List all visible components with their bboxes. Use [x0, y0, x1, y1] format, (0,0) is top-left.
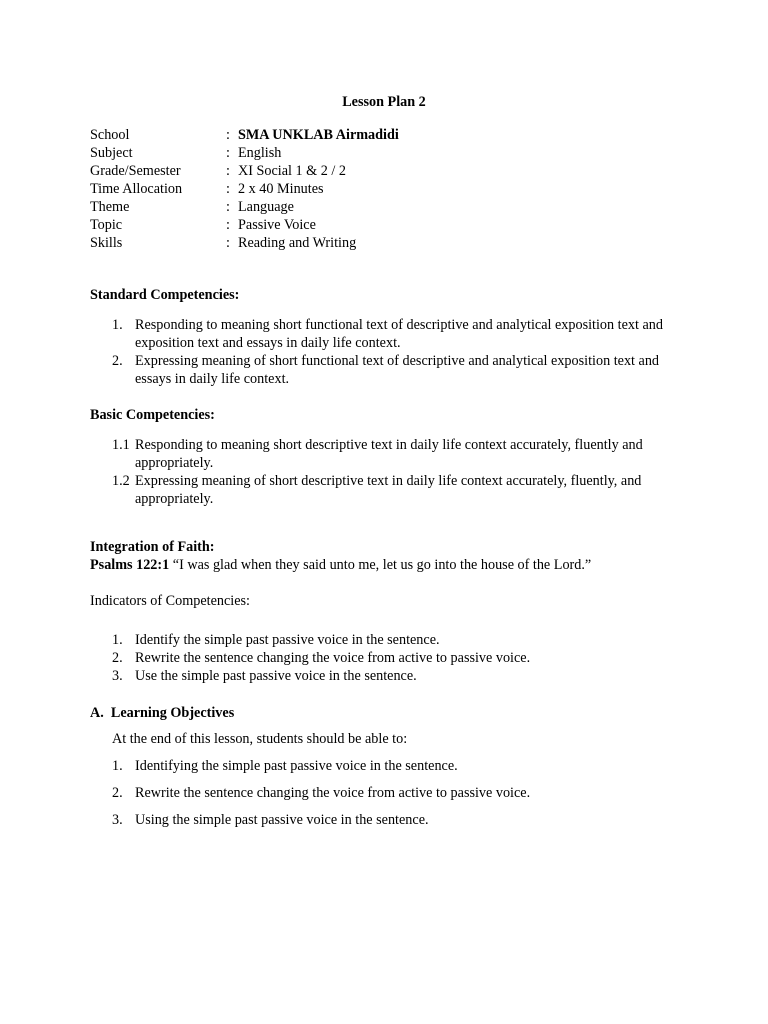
- item-number: 2.: [112, 785, 123, 801]
- indicators-heading: Indicators of Competencies:: [90, 593, 250, 609]
- item-number: 3.: [112, 812, 123, 828]
- list-item: [112, 316, 692, 352]
- info-row-skills: [90, 234, 399, 252]
- info-label: Grade/Semester: [90, 163, 181, 179]
- item-number: 2.: [112, 650, 123, 666]
- item-text: Rewrite the sentence changing the voice from active to passive voice.: [135, 650, 531, 666]
- item-text: Use the simple past passive voice in the sentence.: [135, 668, 417, 684]
- item-text: Responding to meaning short functional text of descriptive and analytical exposition text and exposition text and essays in daily life context.: [135, 317, 663, 351]
- info-label: Theme: [90, 199, 130, 215]
- faith-heading: Integration of Faith:: [90, 539, 215, 555]
- item-number: 1.: [112, 317, 123, 333]
- info-colon: :: [226, 127, 230, 143]
- item-number: 2.: [112, 353, 123, 369]
- verse-quote: “I was glad when they said unto me, let us go into the house of the Lord.”: [169, 557, 592, 573]
- item-number: 1.: [112, 632, 123, 648]
- info-row-time: [90, 180, 399, 198]
- info-label: Subject: [90, 145, 133, 161]
- objectives-list: [112, 757, 692, 838]
- faith-verse: [90, 556, 710, 574]
- page-title: Lesson Plan 2: [342, 94, 426, 110]
- standard-competencies-heading: Standard Competencies:: [90, 287, 240, 303]
- list-item: [112, 631, 692, 649]
- item-text: Using the simple past passive voice in the sentence.: [135, 812, 429, 828]
- info-value: English: [238, 145, 282, 161]
- standard-competencies-list: [112, 316, 692, 388]
- item-text: Responding to meaning short descriptive text in daily life context accurately, fluently and appropriately.: [135, 437, 643, 471]
- info-label: Skills: [90, 235, 123, 251]
- lesson-info-table: [90, 126, 399, 252]
- item-text: Identify the simple past passive voice in the sentence.: [135, 632, 440, 648]
- info-colon: :: [226, 217, 230, 233]
- list-item: [112, 436, 692, 472]
- list-item: [112, 667, 692, 685]
- item-text: Identifying the simple past passive voice in the sentence.: [135, 758, 458, 774]
- list-item: [112, 757, 692, 775]
- info-value: Language: [238, 199, 294, 215]
- info-value: XI Social 1 & 2 / 2: [238, 163, 346, 179]
- list-item: [112, 811, 692, 829]
- info-row-grade: [90, 162, 399, 180]
- info-row-subject: [90, 144, 399, 162]
- item-number: 3.: [112, 668, 123, 684]
- info-colon: :: [226, 181, 230, 197]
- verse-reference: Psalms 122:1: [90, 557, 170, 573]
- basic-competencies-heading: Basic Competencies:: [90, 407, 215, 423]
- info-value: Reading and Writing: [238, 235, 357, 251]
- info-value: Passive Voice: [238, 217, 316, 233]
- list-item: [112, 472, 692, 508]
- objectives-intro: At the end of this lesson, students should be able to:: [112, 731, 408, 747]
- item-number: 1.1: [112, 437, 130, 453]
- info-value: 2 x 40 Minutes: [238, 181, 324, 197]
- info-label: School: [90, 127, 130, 143]
- list-item: [112, 649, 692, 667]
- info-colon: :: [226, 145, 230, 161]
- info-row-theme: [90, 198, 399, 216]
- item-number: 1.: [112, 758, 123, 774]
- info-colon: :: [226, 163, 230, 179]
- info-value: SMA UNKLAB Airmadidi: [238, 127, 399, 143]
- item-number: 1.2: [112, 473, 130, 489]
- item-text: Rewrite the sentence changing the voice from active to passive voice.: [135, 785, 531, 801]
- list-item: [112, 352, 692, 388]
- basic-competencies-list: [112, 436, 692, 508]
- indicators-list: [112, 631, 692, 685]
- info-colon: :: [226, 199, 230, 215]
- info-colon: :: [226, 235, 230, 251]
- item-text: Expressing meaning of short descriptive text in daily life context accurately, fluently, and appropriately.: [135, 473, 642, 507]
- item-text: Expressing meaning of short functional text of descriptive and analytical exposition text and essays in daily life context.: [135, 353, 660, 387]
- info-label: Time Allocation: [90, 181, 183, 197]
- info-row-school: [90, 126, 399, 144]
- info-label: Topic: [90, 217, 123, 233]
- learning-objectives-heading: A. Learning Objectives: [90, 705, 235, 721]
- info-row-topic: [90, 216, 399, 234]
- list-item: [112, 784, 692, 802]
